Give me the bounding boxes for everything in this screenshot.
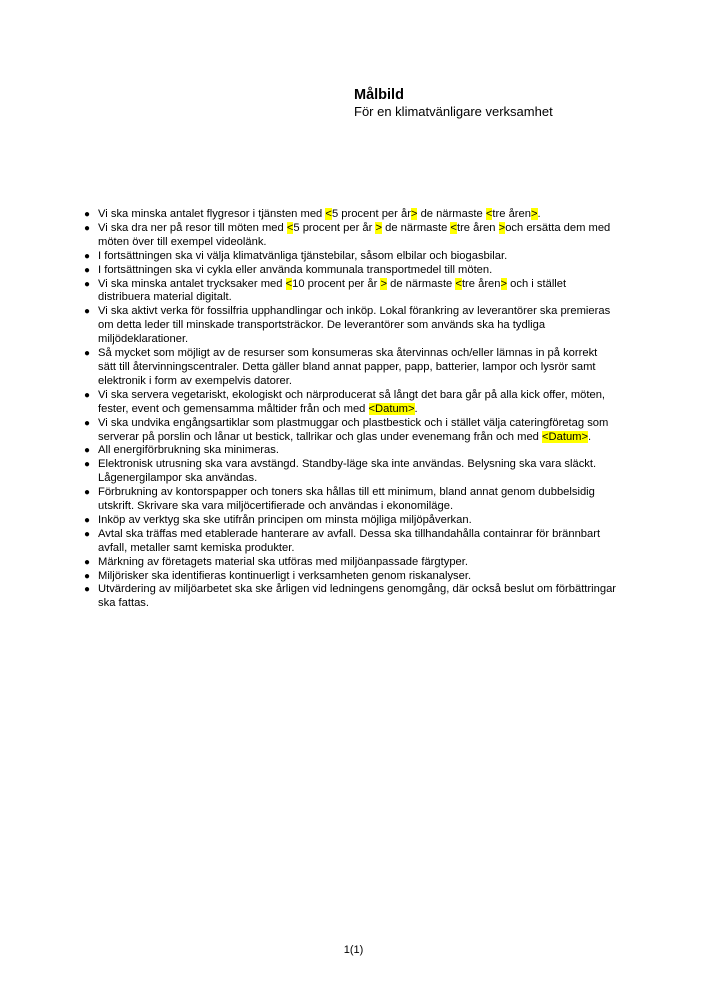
list-item-text: Avtal ska träffas med etablerade hanterare av avfall. Dessa ska tillhandahålla containrar för brännbart avfall, metaller samt kemiska produkter. — [98, 527, 601, 554]
list-item — [84, 388, 618, 417]
bullet-icon: ● — [84, 487, 91, 499]
list-item-text: Inköp av verktyg ska ske utifrån principen om minsta möjliga miljöpåverkan. — [98, 513, 472, 526]
highlighted-placeholder: <Datum> — [368, 402, 415, 415]
highlighted-placeholder: > — [500, 277, 508, 290]
list-item — [84, 416, 618, 445]
list-item-text: de närmaste — [417, 208, 486, 220]
document-header — [354, 86, 684, 120]
highlighted-placeholder: < — [325, 208, 332, 220]
list-item-text: och ersätta dem med möten över till exempel videolänk. — [98, 221, 611, 248]
list-item-text: tre åren — [492, 208, 531, 220]
list-item-text: . — [537, 208, 541, 220]
list-item-text: Miljörisker ska identifieras kontinuerligt i verksamheten genom riskanalyser. — [98, 569, 472, 582]
list-item — [84, 458, 618, 486]
list-item — [84, 527, 618, 556]
list-item-text: Vi ska dra ner på resor till möten med — [98, 221, 287, 234]
bullet-icon: ● — [84, 459, 91, 471]
bullet-icon: ● — [84, 445, 91, 457]
list-item-text: Elektronisk utrusning ska vara avstängd. Standby-läge ska inte användas. Belysning ska vara släckt. Lågenergilampor ska användas. — [98, 458, 597, 485]
highlighted-placeholder: < — [286, 221, 294, 234]
list-item-text: . — [588, 430, 592, 443]
list-item-text: de närmaste — [386, 277, 456, 290]
page-title: Målbild — [354, 87, 404, 103]
list-item — [84, 513, 618, 528]
highlighted-placeholder: > — [498, 221, 506, 234]
highlighted-placeholder: > — [375, 221, 383, 234]
bullet-icon: ● — [84, 528, 91, 540]
list-item-text: . — [414, 402, 418, 415]
highlighted-placeholder: <Datum> — [542, 430, 589, 443]
list-item-text: tre åren — [456, 221, 499, 234]
list-item — [84, 305, 618, 347]
highlighted-placeholder: > — [380, 277, 387, 290]
list-item — [84, 444, 618, 458]
list-item-text: Vi ska minska antalet trycksaker med — [98, 277, 286, 290]
bullet-icon: ● — [84, 348, 91, 360]
bullet-icon: ● — [84, 250, 91, 262]
bullet-icon: ● — [84, 514, 91, 526]
list-item — [84, 221, 618, 250]
list-item-text: Vi ska undvika engångsartiklar som plastmuggar och plastbestick och i stället välja cateringföretag som serverar på porslin och lånar ut bestick, tallrikar och glas under evenemang från och med — [98, 416, 609, 443]
list-item — [84, 249, 618, 264]
list-item — [84, 263, 618, 278]
list-item-text: Vi ska minska antalet flygresor i tjänsten med — [98, 208, 326, 220]
bullet-icon: ● — [84, 389, 91, 401]
list-item-text: All energiförbrukning ska minimeras. — [98, 444, 279, 457]
bullet-icon: ● — [84, 222, 91, 234]
highlighted-placeholder: < — [455, 277, 462, 290]
list-item-text: de närmaste — [382, 221, 451, 234]
highlighted-placeholder: > — [410, 208, 418, 220]
bullet-icon: ● — [84, 278, 91, 290]
list-item — [84, 555, 618, 570]
highlighted-placeholder: < — [450, 221, 457, 234]
page-number: 1(1) — [343, 944, 364, 956]
bullet-icon: ● — [84, 417, 91, 429]
bullet-icon: ● — [84, 556, 91, 568]
bullet-icon: ● — [84, 570, 91, 582]
page-subtitle: För en klimatvänligare verksamhet — [354, 104, 553, 119]
goal-list — [84, 208, 618, 611]
highlighted-placeholder: < — [485, 208, 493, 220]
list-item — [84, 486, 618, 514]
list-item-text: tre åren — [461, 277, 501, 290]
list-item — [84, 277, 618, 306]
highlighted-placeholder: < — [285, 277, 293, 290]
bullet-icon: ● — [84, 264, 91, 276]
list-item-text: Märkning av företagets material ska utföras med miljöanpassade färgtyper. — [98, 555, 468, 568]
list-item — [84, 569, 618, 584]
list-item-text: 5 procent per år — [331, 208, 411, 220]
list-item-text: Utvärdering av miljöarbetet ska ske årligen vid ledningens genomgång, där också beslut om förbättringar ska fattas. — [98, 583, 617, 610]
bullet-icon: ● — [84, 306, 91, 318]
list-item-text: 5 procent per år — [293, 221, 376, 234]
highlighted-placeholder: > — [530, 208, 538, 220]
list-item — [84, 208, 618, 222]
list-item — [84, 583, 618, 611]
list-item-text: Så mycket som möjligt av de resurser som konsumeras ska återvinnas och/eller lämnas in på korrekt sätt till återvinningscentraler. Detta gäller bland annat papper, papp, batterier, lampor och lysrör samt elektronik i form av exempelvis datorer. — [98, 347, 598, 387]
bullet-icon: ● — [84, 584, 91, 596]
list-item-text: 10 procent per år — [292, 277, 381, 290]
bullet-icon: ● — [84, 209, 91, 220]
list-item — [84, 347, 618, 389]
list-item-text: I fortsättningen ska vi cykla eller använda kommunala transportmedel till möten. — [98, 263, 493, 276]
list-item-text: I fortsättningen ska vi välja klimatvänliga tjänstebilar, såsom elbilar och biogasbilar. — [98, 249, 508, 262]
list-item-text: Förbrukning av kontorspapper och toners ska hållas till ett minimum, bland annat genom dubbelsidig utskrift. Skrivare ska vara miljöcertifierade och användas i ekonomiläge. — [98, 486, 595, 513]
list-item-text: Vi ska aktivt verka för fossilfria upphandlingar och inköp. Lokal förankring av leverantörer ska premieras om detta leder till minskade transportsträckor. De leverantörer som används ska ha tydliga miljödeklarationer. — [98, 305, 611, 346]
list-item-text: och i stället distribuera material digitalt. — [98, 277, 567, 304]
list-item-text: Vi ska servera vegetariskt, ekologiskt och närproducerat så långt det bara går på alla kick offer, möten, fester, event och gemensamma måltider från och med — [98, 388, 606, 415]
